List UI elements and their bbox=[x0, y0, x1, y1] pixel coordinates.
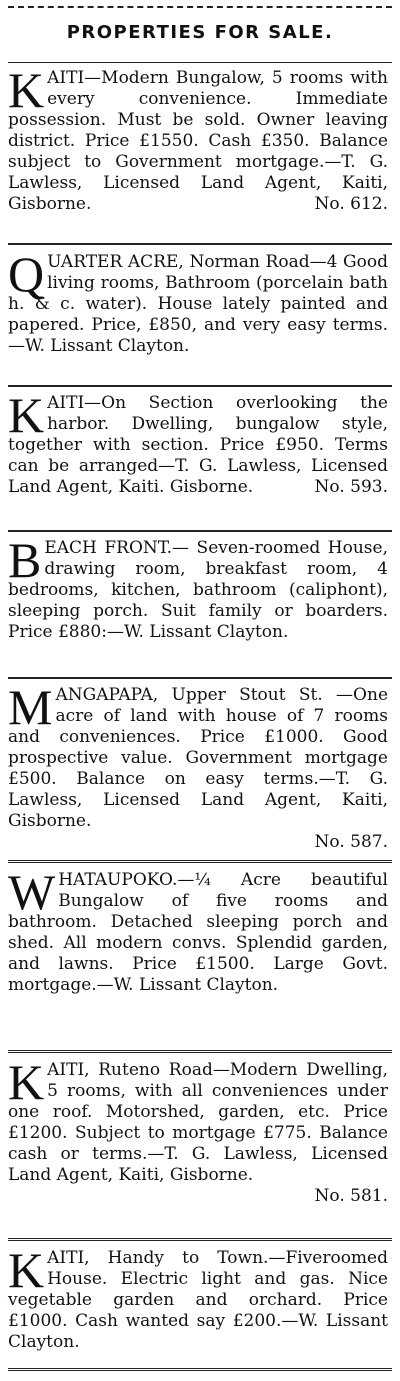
drop-cap: K bbox=[8, 387, 45, 443]
ad-quarter-acre-norman-road bbox=[8, 246, 388, 357]
drop-cap: K bbox=[8, 1054, 45, 1110]
separator-rule bbox=[8, 243, 392, 245]
drop-cap: M bbox=[8, 679, 53, 735]
ad-text: ANGAPAPA, Upper Stout St. —One acre of land with house of 7 rooms and conveniences. Price £1000. Good prospective value. Government mortgage £500. Balance on easy terms.—T. G. Lawless, Licensed Land Agent, Kaiti, Gisborne. bbox=[8, 685, 388, 831]
ad-text: AITI, Handy to Town.—Fiveroomed House. Electric light and gas. Nice vegetable garden and orchard. Price £1000. Cash wanted say £200.—W. Lissant Clayton. bbox=[8, 1248, 388, 1352]
ad-reference-number: No. 587. bbox=[314, 832, 388, 852]
ad-kaiti-section-overlooking-harbor bbox=[8, 387, 388, 498]
ad-text: EACH FRONT.— Seven-roomed House, drawing room, breakfast room, 4 bedrooms, kitchen, bathroom (caliphont), sleeping porch. Suit family or boarders. Price £880:—W. Lissant Clayton. bbox=[8, 538, 388, 642]
ad-text: AITI—On Section overlooking the harbor. Dwelling, bungalow style, together with section. Price £950. Terms can be arranged—T. G. Lawless, Licensed Land Agent, Kaiti. Gisborne. bbox=[8, 393, 388, 497]
ad-mangapapa-upper-stout-st bbox=[8, 679, 388, 853]
separator-rule bbox=[8, 1050, 392, 1053]
ad-reference-number: No. 612. bbox=[314, 194, 388, 214]
drop-cap: K bbox=[8, 62, 45, 118]
ad-kaiti-handy-to-town bbox=[8, 1242, 388, 1353]
separator-rule bbox=[8, 677, 392, 679]
drop-cap: Q bbox=[8, 246, 45, 302]
ad-reference-number: No. 581. bbox=[314, 1186, 388, 1206]
top-dashed-rule bbox=[8, 6, 392, 8]
ad-text: HATAUPOKO.—¼ Acre beautiful Bungalow of five rooms and bathroom. Detached sleeping porch and shed. All modern convs. Splendid garden, and lawns. Price £1500. Large Govt. mortgage.—W. Lissant Clayton. bbox=[8, 870, 388, 995]
ad-kaiti-ruteno-road bbox=[8, 1054, 388, 1207]
ad-beach-front bbox=[8, 532, 388, 643]
separator-rule bbox=[8, 62, 392, 63]
separator-rule bbox=[8, 385, 392, 387]
ad-text: AITI—Modern Bungalow, 5 rooms with every convenience. Immediate possession. Must be sold. Owner leaving district. Price £1550. Cash £350. Balance subject to Government mortgage.—T. G. Lawless, Licensed Land Agent, Kaiti, Gisborne. bbox=[8, 68, 388, 214]
ad-kaiti-modern-bungalow bbox=[8, 62, 388, 215]
ad-text: AITI, Ruteno Road—Modern Dwelling, 5 rooms, with all conveniences under one roof. Motorshed, garden, etc. Price £1200. Subject to mortgage £775. Balance cash or terms.—T. G. Lawless, Licensed Land Agent, Kaiti, Gisborne. bbox=[8, 1060, 388, 1185]
drop-cap: W bbox=[8, 864, 56, 920]
page-title: PROPERTIES FOR SALE. bbox=[66, 22, 334, 43]
ad-reference-number: No. 593. bbox=[314, 477, 388, 497]
drop-cap: B bbox=[8, 532, 42, 588]
separator-rule bbox=[8, 860, 392, 863]
ad-text: UARTER ACRE, Norman Road—4 Good living rooms, Bathroom (porcelain bath h. & c. water). House lately painted and papered. Price, £850, and very easy terms.—W. Lissant Clayton. bbox=[8, 252, 388, 356]
separator-rule bbox=[8, 1238, 392, 1241]
separator-rule bbox=[8, 1368, 392, 1371]
separator-rule bbox=[8, 530, 392, 532]
drop-cap: K bbox=[8, 1242, 45, 1298]
ad-whataupoko-bungalow bbox=[8, 864, 388, 996]
